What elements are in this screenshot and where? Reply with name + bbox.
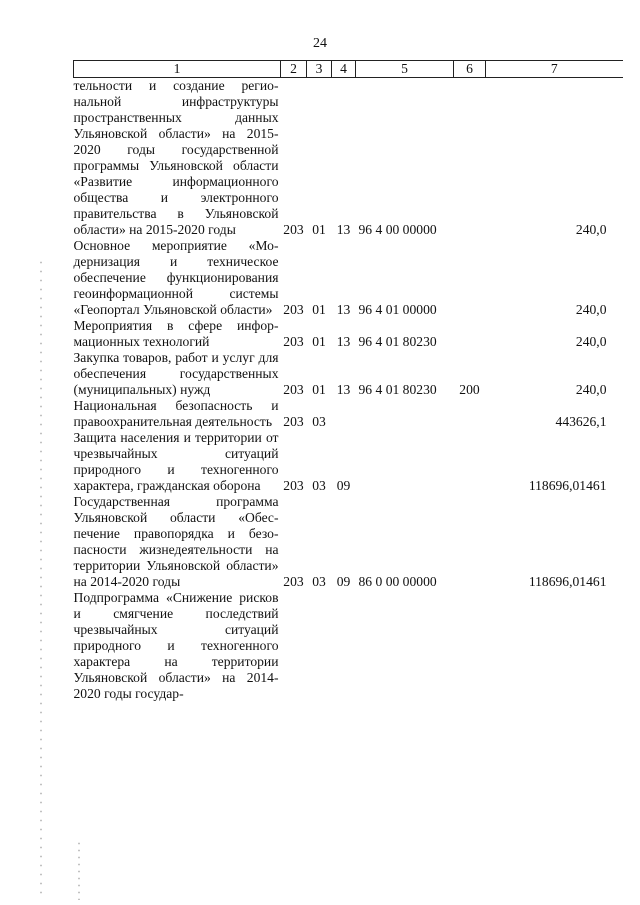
row-expense-type bbox=[454, 318, 486, 350]
row-subsection-code: 13 bbox=[336, 334, 351, 349]
row-amount: 443626,1 bbox=[555, 414, 607, 429]
row-description: Основное мероприятие «Модернизация и техническое обеспечение функционирования геоинформационной системы «Геопортал Ульяновской области» bbox=[73, 238, 279, 317]
row-amount: 240,0 bbox=[575, 302, 607, 317]
table-row bbox=[74, 238, 623, 318]
row-subsection-code: 13 bbox=[336, 222, 351, 237]
row-amount: 118696,01461 bbox=[528, 478, 607, 493]
row-section-code: 01 bbox=[312, 334, 326, 349]
table-row bbox=[74, 318, 623, 350]
row-amount: 240,0 bbox=[575, 334, 607, 349]
row-description: Мероприятия в сфере информационных технологий bbox=[73, 318, 279, 349]
row-section-code: 03 bbox=[312, 414, 326, 429]
row-section-code: 01 bbox=[312, 302, 326, 317]
row-target-article bbox=[356, 590, 454, 702]
row-description: Национальная безопасность и правоохранительная деятельность bbox=[73, 398, 279, 429]
row-subsection-code: 13 bbox=[336, 382, 351, 397]
row-section-code bbox=[307, 590, 332, 702]
table-row bbox=[74, 430, 623, 494]
row-ministry-code: 203 bbox=[283, 478, 304, 493]
row-expense-type bbox=[454, 78, 486, 239]
row-subsection-code: 09 bbox=[336, 574, 351, 589]
page-number: 24 bbox=[313, 36, 327, 51]
scan-artifact bbox=[40, 258, 42, 898]
row-target-article: 96 4 01 80230 bbox=[358, 382, 437, 397]
row-amount: 240,0 bbox=[575, 222, 607, 237]
row-description: Защита населения и территории от чрезвычайных ситуаций природного и техногенного характера, гражданская оборона bbox=[73, 430, 279, 493]
row-target-article: 96 4 01 80230 bbox=[358, 334, 437, 349]
row-expense-type bbox=[454, 494, 486, 590]
row-target-article bbox=[356, 430, 454, 494]
table-body bbox=[74, 78, 623, 703]
table-row bbox=[74, 78, 623, 239]
header-col-6: 6 bbox=[454, 61, 486, 78]
row-ministry-code: 203 bbox=[283, 382, 304, 397]
row-subsection-code: 09 bbox=[336, 478, 351, 493]
header-col-7: 7 bbox=[486, 61, 623, 78]
table-row bbox=[74, 494, 623, 590]
row-subsection-code bbox=[332, 590, 356, 702]
row-description: Закупка товаров, работ и услуг для обеспечения государственных (муниципальных) нужд bbox=[73, 350, 279, 397]
row-description: Подпрограмма «Снижение рисков и смягчение последствий чрезвычайных ситуаций природного и техногенного характера на территории Ульяновской области» на 2014-2020 годы государ- bbox=[73, 590, 279, 701]
header-col-2: 2 bbox=[281, 61, 307, 78]
scan-artifact bbox=[78, 840, 80, 900]
row-amount: 118696,01461 bbox=[528, 574, 607, 589]
header-col-3: 3 bbox=[307, 61, 332, 78]
row-amount bbox=[486, 590, 623, 702]
table-row bbox=[74, 590, 623, 702]
row-ministry-code: 203 bbox=[283, 334, 304, 349]
row-target-article: 86 0 00 00000 bbox=[358, 574, 437, 589]
row-expense-type bbox=[454, 398, 486, 430]
header-row bbox=[74, 61, 623, 78]
row-subsection-code bbox=[332, 398, 356, 430]
row-section-code: 01 bbox=[312, 382, 326, 397]
table-row bbox=[74, 350, 623, 398]
row-subsection-code: 13 bbox=[336, 302, 351, 317]
row-ministry-code: 203 bbox=[283, 414, 304, 429]
row-expense-type bbox=[454, 430, 486, 494]
row-section-code: 03 bbox=[312, 574, 326, 589]
budget-table bbox=[73, 60, 623, 702]
row-ministry-code: 203 bbox=[283, 222, 304, 237]
row-expense-type bbox=[454, 238, 486, 318]
row-ministry-code: 203 bbox=[283, 302, 304, 317]
row-target-article: 96 4 01 00000 bbox=[358, 302, 437, 317]
table-header bbox=[74, 61, 623, 78]
row-target-article bbox=[356, 398, 454, 430]
header-col-1: 1 bbox=[74, 61, 281, 78]
row-ministry-code: 203 bbox=[283, 574, 304, 589]
header-col-5: 5 bbox=[356, 61, 454, 78]
row-expense-type: 200 bbox=[459, 382, 480, 397]
row-description: Государственная программа Ульяновской области «Обеспечение правопорядка и безопасности жизнедеятельности на территории Ульяновской области» на 2014-2020 годы bbox=[73, 494, 279, 589]
row-description: тельности и создание региональной инфраструктуры пространственных данных Ульяновской области» на 2015-2020 годы государственной программы Ульяновской области «Развитие информационного общества и электронного правительства в Ульяновской области» на 2015-2020 годы bbox=[73, 78, 279, 237]
row-expense-type bbox=[454, 590, 486, 702]
row-amount: 240,0 bbox=[575, 382, 607, 397]
header-col-4: 4 bbox=[332, 61, 356, 78]
row-ministry-code bbox=[281, 590, 307, 702]
table-row bbox=[74, 398, 623, 430]
row-section-code: 01 bbox=[312, 222, 326, 237]
row-section-code: 03 bbox=[312, 478, 326, 493]
row-target-article: 96 4 00 00000 bbox=[358, 222, 437, 237]
